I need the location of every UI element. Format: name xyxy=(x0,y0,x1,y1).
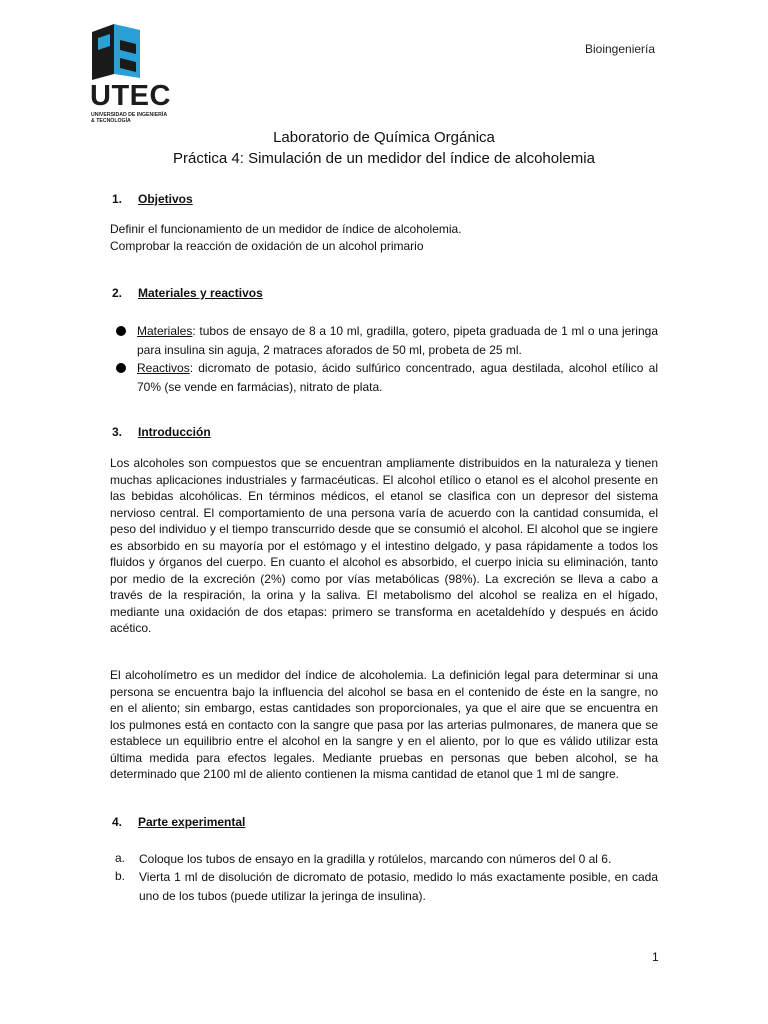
section-label: Introducción xyxy=(138,425,211,439)
logo-subtitle-line-2: & TECNOLOGÍA xyxy=(91,118,131,124)
section-number: 1. xyxy=(112,192,123,206)
materiales-label: Materiales xyxy=(137,324,193,338)
section-number: 3. xyxy=(112,425,123,439)
objetivos-text xyxy=(110,221,658,254)
section-heading-experimental xyxy=(112,815,245,829)
section-heading-materiales xyxy=(112,286,263,300)
logo-wordmark: UTEC xyxy=(90,80,171,112)
objetivo-line: Comprobar la reacción de oxidación de un alcohol primario xyxy=(110,238,424,253)
step-a-text: Coloque los tubos de ensayo en la gradilla y rotúlelos, marcando con números del 0 al 6. xyxy=(139,852,612,866)
logo-subtitle xyxy=(91,112,191,124)
section-label: Objetivos xyxy=(138,192,193,206)
section-number: 2. xyxy=(112,286,123,300)
document-subtitle: Práctica 4: Simulación de un medidor del índice de alcoholemia xyxy=(173,150,595,167)
document-title: Laboratorio de Química Orgánica xyxy=(273,129,495,146)
utec-logo-mark-icon xyxy=(92,24,142,80)
step-b-text: Vierta 1 ml de disolución de dicromato de potasio, medido lo más exactamente posible, en cada uno de los tubos (puede utilizar la jeringa de insulina). xyxy=(139,870,658,903)
materiales-item xyxy=(137,322,658,359)
page-number: 1 xyxy=(652,950,659,964)
bullet-icon xyxy=(116,326,126,336)
header-department: Bioingeniería xyxy=(585,42,656,56)
introduccion-paragraph-1: Los alcoholes son compuestos que se encuentran ampliamente distribuidos en la naturaleza y tienen muchas aplicaciones industriales y farmacéuticas. El alcohol etílico o etanol es el alcohol presente en las bebidas alcohólicas. En términos médicos, el etanol se clasifica con un depresor del sistema nervioso central. El comportamiento de una persona varía de acuerdo con la cantidad consumida, el peso del individuo y el tiempo transcurrido desde que se consumió el alcohol. El alcohol que se ingiere es absorbido en su mayoría por el estómago y el intestino delgado, y pasa rápidamente a todos los fluidos y órganos del cuerpo. En cuanto el alcohol es absorbido, el cuerpo inicia su eliminación, tanto por medio de la excreción (2%) como por vías metabólicas (98%). La excreción se lleva a cabo a través de la respiración, la orina y la saliva. El metabolismo del alcohol se realiza en el hígado, mediante una oxidación de dos etapas: primero se transforma en acetaldehído y después en ácido acético. xyxy=(110,456,658,635)
section-heading-introduccion xyxy=(112,425,211,439)
materiales-text: : tubos de ensayo de 8 a 10 ml, gradilla, gotero, pipeta graduada de 1 ml o una jeringa para insulina sin aguja, 2 matraces aforados de 50 ml, probeta de 25 ml. xyxy=(137,324,658,357)
reactivos-item xyxy=(137,359,658,396)
step-letter: a. xyxy=(115,851,126,865)
step-letter: b. xyxy=(115,869,126,883)
section-label: Materiales y reactivos xyxy=(138,286,263,300)
section-number: 4. xyxy=(112,815,123,829)
reactivos-text: : dicromato de potasio, ácido sulfúrico concentrado, agua destilada, alcohol etílico al 70% (se vende en farmácias), nitrato de plata. xyxy=(137,361,658,394)
utec-logo xyxy=(90,24,190,124)
bullet-icon xyxy=(116,363,126,373)
introduccion-paragraph-2: El alcoholímetro es un medidor del índice de alcoholemia. La definición legal para determinar si una persona se encuentra bajo la influencia del alcohol se basa en el contenido de éste en la sangre, no en el aliento; sin embargo, estas cantidades son proporcionales, ya que el aire que se encuentra en los pulmones está en contacto con la sangre que pasa por las arterias pulmonares, de manera que se establece un equilibrio entre el alcohol en la sangre y en el aliento, por lo que es válido utilizar esta última medida para efectos legales. Mediante pruebas en personas que beben alcohol, se ha determinado que 2100 ml de aliento contienen la misma cantidad de etanol que 1 ml de sangre. xyxy=(110,668,658,781)
logo-subtitle-line-1: UNIVERSIDAD DE INGENIERÍA xyxy=(91,112,168,118)
section-label: Parte experimental xyxy=(138,815,246,829)
section-heading-objetivos xyxy=(112,192,193,206)
objetivo-line: Definir el funcionamiento de un medidor de índice de alcoholemia. xyxy=(110,222,462,236)
reactivos-label: Reactivos xyxy=(137,361,190,375)
